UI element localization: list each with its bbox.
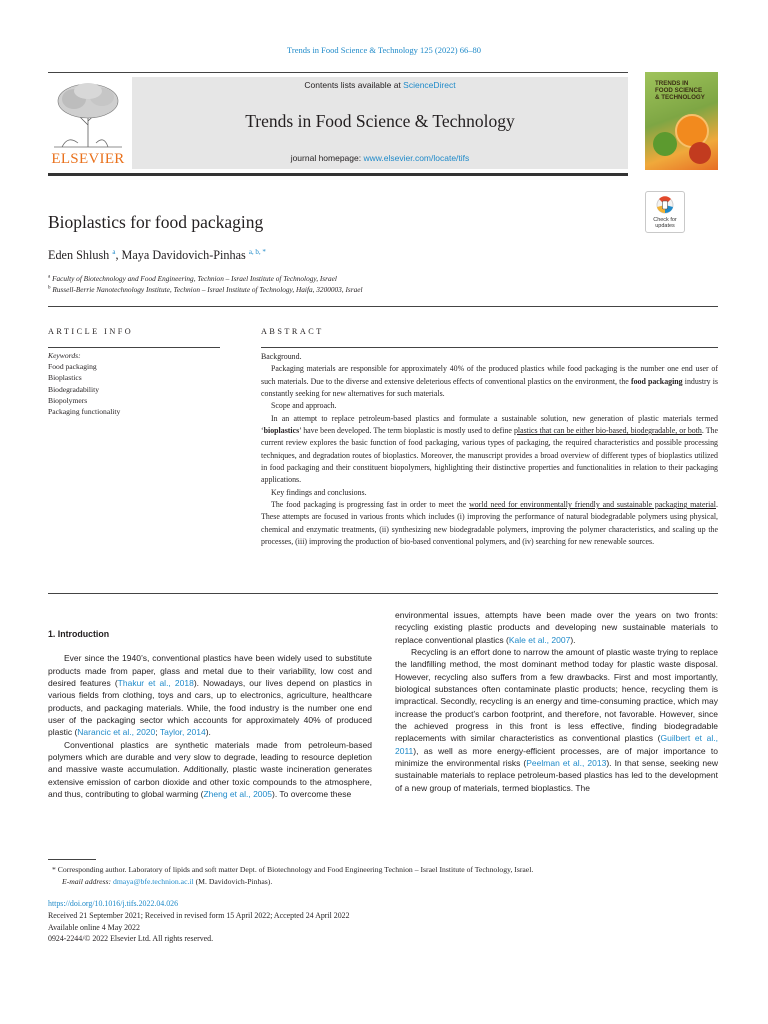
journal-homepage-link[interactable]: www.elsevier.com/locate/tifs bbox=[363, 153, 470, 163]
affiliation-b-marker: b bbox=[48, 285, 51, 291]
abstract-text: In an attempt to replace petroleum-based plastics and formulate a sustainable solution, new generation of plastic materials termed ‘ bbox=[261, 413, 718, 436]
contents-line bbox=[132, 80, 628, 90]
citation-link[interactable]: Zheng et al., 2005 bbox=[203, 789, 272, 800]
citation-link[interactable]: Thakur et al., 2018 bbox=[117, 678, 194, 689]
abstract-scope-paragraph bbox=[261, 413, 718, 487]
cover-title bbox=[655, 80, 713, 101]
body-paragraph bbox=[395, 609, 718, 646]
abstract-bold-term: bioplastics bbox=[263, 426, 300, 436]
body-text: Recycling is an effort done to narrow the amount of plastic waste trying to replace the landfilling method, the most dominant method today for plastic waste disposal. However, recycling also suffers from a few drawbacks. First and most importantly, biological substances often contaminate plastic products; hence, recycling them is impractical. Secondly, recycling is an energy and time-consuming practice, which may increase the product’s carbon footprint, and therefore, not favorable. However, since the achieved progress in this front is less effective, finding biodegradable replacements with similar characteristics as conventional plastics ( bbox=[395, 647, 718, 744]
journal-masthead bbox=[48, 72, 628, 176]
divider bbox=[48, 593, 718, 594]
copyright-line: 0924-2244/© 2022 Elsevier Ltd. All rights reserved. bbox=[48, 934, 214, 944]
elsevier-wordmark: ELSEVIER bbox=[51, 151, 125, 167]
tree-icon bbox=[48, 77, 128, 149]
body-text: ). To overcome these bbox=[271, 789, 352, 800]
author-1-affil-marker[interactable]: a bbox=[112, 248, 116, 256]
abstract-text: . The current review explores the basic function of food packaging, various types of packaging, the required characteristics and possible processing techniques, and degradation routes of bioplastics. Moreover, the manuscript provides a broad overview of different types of bioplastics utilized in food packaging and their constituent biopolymers, highlighting their distinctive properties and functionalities in relation to their packaging applications. bbox=[261, 426, 719, 485]
affiliation-b-text: Russell-Berrie Nanotechnology Institute, Technion – Israel Institute of Technology, Haifa, 3200003, Israel bbox=[52, 285, 363, 294]
body-text: ; bbox=[155, 727, 160, 738]
email-suffix: (M. Davidovich-Pinhas). bbox=[193, 877, 273, 886]
corresponding-author-footnote bbox=[52, 864, 718, 888]
abstract-body bbox=[261, 351, 718, 549]
cover-fruit-red bbox=[689, 142, 711, 164]
check-for-updates-button[interactable] bbox=[645, 191, 685, 233]
abstract-underlined-text: world need for environmentally friendly and sustainable packaging material bbox=[469, 500, 716, 510]
cover-title-line-1: TRENDS IN bbox=[655, 80, 689, 87]
body-column-left bbox=[48, 628, 372, 800]
check-updates-line-2: updates bbox=[655, 223, 675, 229]
abstract-bold-term: food packaging bbox=[630, 376, 683, 386]
doi-link[interactable]: https://doi.org/10.1016/j.tifs.2022.04.026 bbox=[48, 899, 179, 908]
affiliation-a bbox=[48, 274, 337, 283]
received-dates: Received 21 September 2021; Received in revised form 15 April 2022; Accepted 24 April 2022 bbox=[48, 910, 350, 920]
author-list bbox=[48, 248, 266, 263]
article-info-heading: ARTICLE INFO bbox=[48, 327, 134, 336]
body-text: ). Nowadays, our lives depend on plastics in various fields from clothing, toys and cars, up to electronics, agriculture, healthcare products, and packaging materials. While, the food industry is the number one end user of the packaging sector which accounts for approximately 40% of produced plastic ( bbox=[48, 678, 372, 738]
email-link[interactable]: dmaya@bfe.technion.ac.il bbox=[112, 877, 194, 886]
citation-link[interactable]: Kale et al., 2007 bbox=[508, 634, 571, 645]
footnote-rule bbox=[48, 859, 96, 860]
keyword-item: Biopolymers bbox=[48, 395, 88, 405]
corresponding-line bbox=[52, 864, 718, 876]
affiliation-b bbox=[48, 285, 362, 294]
abstract-text: The food packaging is progressing fast in order to meet the bbox=[271, 500, 470, 510]
cover-title-line-3: & TECHNOLOGY bbox=[655, 94, 705, 101]
corresponding-text: Corresponding author. Laboratory of lipids and soft matter Dept. of Biotechnology and Food Engineering Technion – Israel Institute of Technology, Israel. bbox=[55, 865, 534, 874]
check-updates-line-1: Check for bbox=[653, 217, 677, 223]
affiliation-a-text: Faculty of Biotechnology and Food Engineering, Technion – Israel Institute of Technology, Israel bbox=[52, 274, 337, 283]
journal-info-box bbox=[132, 77, 628, 169]
affiliation-a-marker: a bbox=[48, 274, 51, 280]
journal-title: Trends in Food Science & Technology bbox=[245, 111, 515, 131]
citation-link[interactable]: Guilbert et al., 2011 bbox=[395, 733, 718, 756]
abstract-heading: ABSTRACT bbox=[261, 327, 324, 336]
abstract-text: ’ have been developed. The term bioplastic is mostly used to define bbox=[299, 426, 514, 436]
footnote-marker: * bbox=[52, 865, 56, 874]
author-2-affil-marker[interactable]: a, b, * bbox=[248, 248, 266, 256]
available-online-date: Available online 4 May 2022 bbox=[48, 922, 140, 932]
abstract-background-label: Background. bbox=[261, 352, 302, 361]
body-text: ), as well as more energy-efficient processes, are of major importance to minimize the environmental risks ( bbox=[395, 745, 718, 769]
homepage-line bbox=[132, 153, 628, 163]
body-column-right bbox=[395, 609, 718, 794]
body-text: Conventional plastics are synthetic materials made from petroleum-based polymers which are durable and very slow to degrade, leading to resource depletion and massive waste accumulation. Additionally, plastic waste incineration generates extensive emission of carbon dioxide and other toxic compounds to the atmosphere, and thus, contributing to global warming ( bbox=[48, 739, 372, 800]
author-2[interactable]: Maya Davidovich-Pinhas bbox=[121, 248, 246, 263]
check-updates-icon bbox=[646, 195, 684, 217]
journal-cover-image bbox=[645, 72, 718, 170]
abstract-text: industry is constantly seeking for new alternatives for such materials. bbox=[261, 376, 719, 399]
keyword-item: Bioplastics bbox=[48, 373, 82, 383]
body-text: environmental issues, attempts have been made over the years on two fronts: recycling existing plastic products and developing new sustainable materials to replace conventional plastics ( bbox=[395, 610, 718, 645]
keywords-block bbox=[48, 350, 220, 417]
body-paragraph bbox=[48, 739, 372, 801]
citation-link[interactable]: Peelman et al., 2013 bbox=[526, 758, 607, 769]
contents-prefix: Contents lists available at bbox=[304, 80, 404, 90]
body-text: ). In that sense, seeking new sustainable materials to replace petroleum-based plastics has led to the development of a new group of materials, termed bioplastics. The bbox=[395, 758, 718, 793]
body-text: ). bbox=[570, 634, 576, 645]
sciencedirect-link[interactable]: ScienceDirect bbox=[403, 80, 456, 90]
abstract-background-paragraph bbox=[261, 363, 718, 400]
abstract-findings-label: Key findings and conclusions. bbox=[271, 487, 367, 497]
publication-info bbox=[48, 898, 718, 945]
citation-link[interactable]: Taylor, 2014 bbox=[159, 727, 206, 738]
author-separator: , bbox=[115, 248, 122, 263]
divider bbox=[48, 347, 220, 348]
body-paragraph bbox=[395, 646, 718, 794]
email-label: E-mail address: bbox=[62, 877, 113, 886]
keyword-item: Packaging functionality bbox=[48, 407, 121, 417]
abstract-scope-label: Scope and approach. bbox=[271, 401, 337, 411]
abstract-findings-paragraph bbox=[261, 499, 718, 548]
body-text: ). bbox=[205, 727, 211, 738]
check-updates-label bbox=[646, 217, 684, 229]
divider bbox=[261, 347, 718, 348]
divider bbox=[48, 306, 718, 307]
abstract-text: Packaging materials are responsible for approximately 40% of the produced plastics while food packaging is the number one end user of such materials. Due to the diverse and extensive deleterious effects of conventional plastics on the environment, the bbox=[261, 364, 718, 386]
keyword-item: Biodegradability bbox=[48, 384, 100, 394]
abstract-text: . These attempts are focused in various fronts which includes (i) improving the performance of natural biodegradable polymers using physical, chemical and enzymatic treatments, (ii) synthesizing new biodegradable polymers, improving the polymer characteristics, and scaling up the processes, (iii) improving the production of bio-based conventional polymers, and (iv) searching for new renewable sources. bbox=[261, 500, 718, 547]
body-paragraph bbox=[48, 652, 372, 738]
citation-link[interactable]: Narancic et al., 2020 bbox=[77, 727, 156, 738]
abstract-underlined-text: plastics that can be either bio-based, biodegradable, or both bbox=[513, 426, 702, 436]
homepage-prefix: journal homepage: bbox=[290, 153, 364, 163]
running-head[interactable]: Trends in Food Science & Technology 125 (2022) 66–80 bbox=[287, 45, 481, 55]
email-line bbox=[52, 876, 718, 888]
cover-title-line-2: FOOD SCIENCE bbox=[655, 87, 703, 94]
cover-fruit-green bbox=[653, 132, 677, 156]
keyword-item: Food packaging bbox=[48, 362, 97, 372]
article-title: Bioplastics for food packaging bbox=[48, 212, 264, 232]
author-1[interactable]: Eden Shlush bbox=[48, 248, 110, 263]
section-heading-introduction: 1. Introduction bbox=[48, 629, 110, 639]
body-text: Ever since the 1940’s, conventional plastics have been widely used to substitute products made from paper, glass and metal due to their variability, low cost and desired features ( bbox=[48, 653, 372, 689]
keywords-title: Keywords: bbox=[48, 351, 81, 360]
